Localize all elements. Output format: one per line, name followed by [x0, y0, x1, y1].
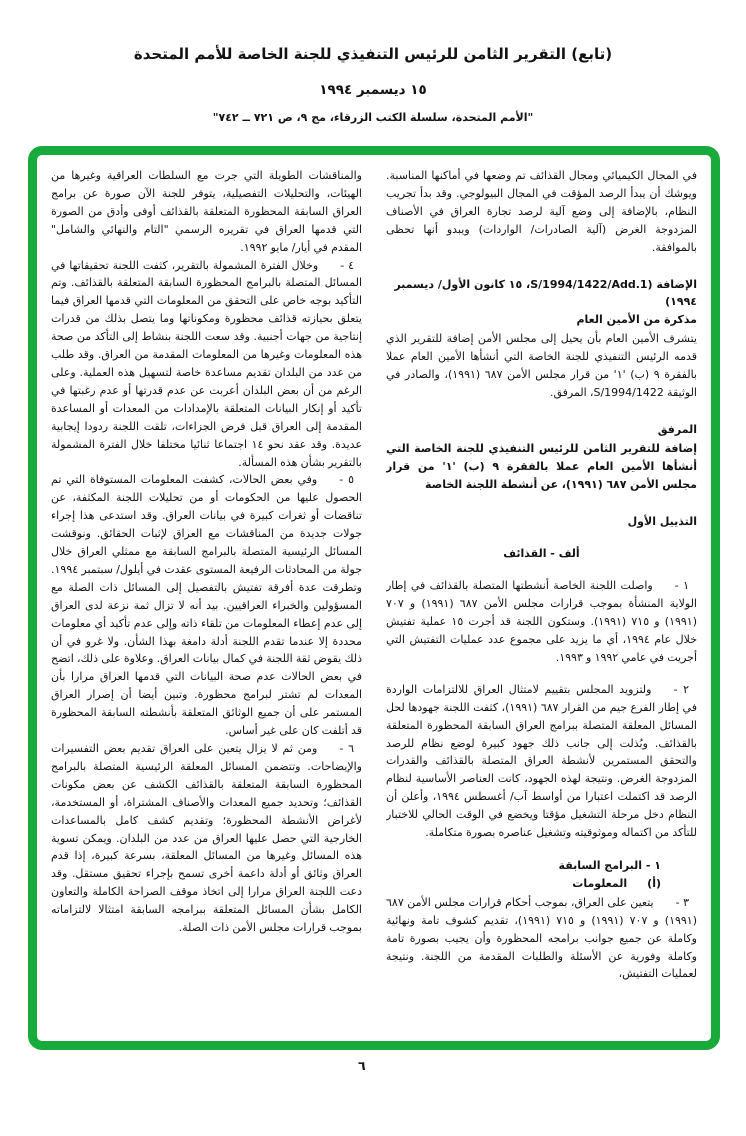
annex-title-paragraph: إضافة للتقرير الثامن للرئيس التنفيذي للجنة الخاصة التي أنشأها الأمين العام عملا بالفقرة ٩ (ب) '١' من قرار مجلس الأمن ٦٨٧ (١٩٩١)، عن أنشطة اللجنة الخاصة	[386, 441, 697, 491]
paragraph-number: ٥ -	[339, 473, 354, 487]
column-right	[386, 167, 697, 1017]
paragraph-number: ٤ -	[340, 258, 354, 272]
paragraph-text: واصلت اللجنة الخاصة أنشطتها المتصلة بالقذائف في إطار الولاية المنشأة بموجب قرارات مجلس الأمن ٦٨٧ (١٩٩١) و ٧٠٧ (١٩٩١) و ٧١٥ (١٩٩١). وستكون اللجنة قد أجرت ١٥ عملية تفتيش خلال عام ١٩٩٤، أي ما يزيد على مجموع عدد عمليات التفتيش التي أجريت في عامي ١٩٩٢ و ١٩٩٣.	[386, 579, 697, 664]
numbered-paragraph-3	[386, 894, 697, 984]
subheading-previous-programmes: ١ - البرامج السابقة	[558, 859, 661, 872]
annex-heading: المرفق	[657, 422, 697, 436]
numbered-paragraph-5	[51, 471, 362, 740]
numbered-paragraph-6	[51, 740, 362, 937]
paragraph-text: ولتزويد المجلس بتقييم لامتثال العراق للالتزامات الواردة في إطار الفرع جيم من القرار ٦٨٧ (١٩٩١)، كثفت اللجنة جهودها لحل المسائل المعلقة المتصلة ببرامج العراق السابقة المحظورة المتعلقة بالقذائف. وبُذلت إلى جانب ذلك جهود كبيرة لوضع نظام للرصد والتحقق المستمرين لأنشطة العراق المتصلة بالقذائف والقدرات المزدوجة الغرض. ونتيجة لهذه الجهود، كانت العناصر الأساسية لنظام الرصد قد اكتملت اعتبارا من أواسط آب/ أغسطس ١٩٩٤، وأعلن أن النظام دخل مرحلة التشغيل مؤقتا ويخضع في الوقت الحالي للاختبار للتأكد من اكتماله وموثوقيته وتشغيل عناصره بصورة متكاملة.	[386, 682, 697, 840]
numbered-paragraph-4	[51, 257, 362, 472]
appendix-heading: التذييل الأول	[627, 514, 697, 528]
paragraph-number: ١ -	[674, 579, 689, 593]
document-header	[0, 44, 746, 124]
two-column-body	[37, 155, 711, 1029]
green-border-frame	[28, 146, 720, 1050]
paragraph-text: يتعين على العراق، بموجب أحكام قرارات مجلس الأمن ٦٨٧ (١٩٩١) و ٧٠٧ (١٩٩١) و ٧١٥ (١٩٩١)، تقديم كشوف تامة ونهائية وكاملة عن جميع جوانب برامجه المحظورة وأن يجيب بصورة تامة وكاملة وفورية عن الأسئلة والطلبات المقدمة من اللجنة. ونتيجة لعمليات التفتيش،	[386, 895, 697, 981]
paragraph-number: ٢ -	[673, 682, 689, 696]
addendum-heading: الإضافة (S/1994/1422/Add.1، ١٥ كانون الأول/ ديسمبر ١٩٩٤)	[394, 277, 697, 309]
memo-paragraph: يتشرف الأمين العام بأن يحيل إلى مجلس الأمن إضافة للتقرير الذي قدمه الرئيس التنفيذي للجنة الخاصة التي أنشأها الأمين العام عملا بالفقرة ٩ (ب) '١' من قرار مجلس الأمن ٦٨٧ (١٩٩١)، والصادر في الوثيقة S/1994/1422، المرفق.	[386, 332, 697, 399]
continued-paragraph: والمناقشات الطويلة التي جرت مع السلطات العراقية وغيرها من الهيئات، والتحليلات التفصيلية، يتوفر للجنة الآن صورة عن برامج العراق السابقة المحظورة المتعلقة بالقذائف أوفى وأدق من الصورة التي قدمها العراق في تقريره الرسمي "التام والنهائي والشامل" المقدم في أيار/ مايو ١٩٩٢.	[51, 169, 362, 254]
document-source-citation: "الأمم المتحدة، سلسلة الكتب الزرقاء، مج ٩، ص ٧٢١ ــ ٧٤٢"	[212, 111, 534, 124]
paragraph-number: ٣ -	[675, 895, 689, 909]
column-left	[51, 167, 362, 1017]
section-heading-missiles: ألف - القذائف	[503, 547, 580, 561]
numbered-paragraph-2	[386, 681, 697, 842]
paragraph-number: ٦ -	[339, 742, 355, 755]
subheading-letter: (أ)	[647, 876, 661, 890]
page-number: ٦	[358, 1058, 366, 1073]
document-title: (تابع) التقرير الثامن للرئيس التنفيذي للجنة الخاصة للأمم المتحدة	[133, 45, 613, 63]
memo-heading: مذكرة من الأمين العام	[576, 313, 697, 327]
paragraph-text: وفي بعض الحالات، كشفت المعلومات المستوفاة التي تم الحصول عليها من الحكومات أو من تحليلات اللجنة المكثفة، عن تناقضات أو ثغرات كبيرة في بيانات العراق. وقد استدعى هذا إجراء جولات جديدة من المناقشات مع العراق لإثبات الحقائق. ونوقشت المسائل الرئيسية المتصلة بالبرامج السابقة مع ممثلي العراق خلال جولة من المحادثات الرفيعة المستوى عقدت في أيلول/ سبتمبر ١٩٩٤. وتطرقت عدة أفرقة تفتيش بالتفصيل إلى المسائل ذات الصلة مع المسؤولين والخبراء العراقيين. بيد أنه لا تزال ثمة نزعة لدى العراق إلى عدم إعطاء المعلومات من تلقاء ذاته وإلى عدم تأكيد أي معلومات محددة إلا عندما تقدم اللجنة أدلة دامغة بهذا الشأن. ولا غرو في أن ذلك يقوض ثقة اللجنة في كمال بيانات العراق. وعلاوة على ذلك، اتضح في بعض الحالات عدم صحة البيانات التي قدمها العراق مرارا بأن المعدات لم تشتر لبرامج محظورة. وتبين أيضا أن إصرار العراق المستمر على أن جميع الوثائق المتعلقة بأنشطته السابقة المحظورة قد أتلفت كان على غير أساس.	[51, 473, 362, 738]
paragraph-text: ومن ثم لا يزال يتعين على العراق تقديم بعض التفسيرات والإيضاحات. وتتضمن المسائل المعلقة الرئيسية المتصلة بالبرامج المحظورة السابقة المتعلقة بالقذائف الكشف عن بعض مكونات القذائف؛ وتحديد جميع المعدات والأصناف المشتراة، أو المستخدمة، لأغراض الأنشطة المحظورة؛ وتقديم كشف كامل بالمساعدات الخارجية التي حصل عليها العراق من عدد من البلدان. ويمكن تسوية هذه المسائل وغيرها من المسائل المعلقة، بسرعة كبيرة، إذا قدم العراق وثائق أو أدلة داعمة أخرى تسمح بإجراء تحقيق مستقل. وقد دعت اللجنة العراق مرارا إلى اتخاذ موقف الصراحة الكاملة والتعاون الكامل بشأن المسائل المتعلقة ببرامجه السابقة امتثالا لالتزاماته بموجب قرارات مجلس الأمن ذات الصلة.	[51, 742, 362, 935]
paragraph-text: وخلال الفترة المشمولة بالتقرير، كثفت اللجنة تحقيقاتها في المسائل المتصلة بالبرامج المحظورة السابقة المتعلقة بالقذائف. وتم التأكيد بوجه خاص على التحقق من المعلومات التي قدمها العراق فيما يتعلق بحيازته قذائف محظورة ومكوناتها وما يتصل بذلك من قدرات إنتاجية من جهات أجنبية. وقد سعت اللجنة بنشاط إلى التأكد من صحة هذه المعلومات وغيرها من المعلومات المقدمة من العراق. وقد طلب من عدد من البلدان تقديم مساعدة خاصة لتسهيل هذه العملية. وعلى الرغم من أن بعض البلدان أعربت عن عدم قدرتها أو عدم رغبتها في تأكيد أو إنكار البيانات المتعلقة بالإمدادات من المعدات أو المساعدة المقدمة إلى العراق قبل فرض الجزاءات، تلقت اللجنة ردودا إيجابية عديدة. وقد عقد نحو ١٤ اجتماعا ثنائيا مختلفا خلال الفترة المشمولة بالتقرير بشأن هذه المسألة.	[51, 258, 362, 469]
subheading-information	[386, 875, 697, 893]
numbered-paragraph-1	[386, 577, 697, 667]
subheading-label: المعلومات	[572, 876, 628, 890]
document-date: ١٥ ديسمبر ١٩٩٤	[319, 82, 427, 98]
continued-paragraph: في المجال الكيميائي ومجال القذائف تم وضعها في أماكنها المناسبة. ويوشك أن يبدأ الرصد المؤقت في المجال البيولوجي. وقد بدأ تجريب النظام، بالإضافة إلى وضع آلية لرصد تجارة العراق في الأصناف المزدوجة الغرض (آلية الصادرات/ الواردات) ويبدو أنها تحظى بالموافقة.	[386, 169, 697, 254]
